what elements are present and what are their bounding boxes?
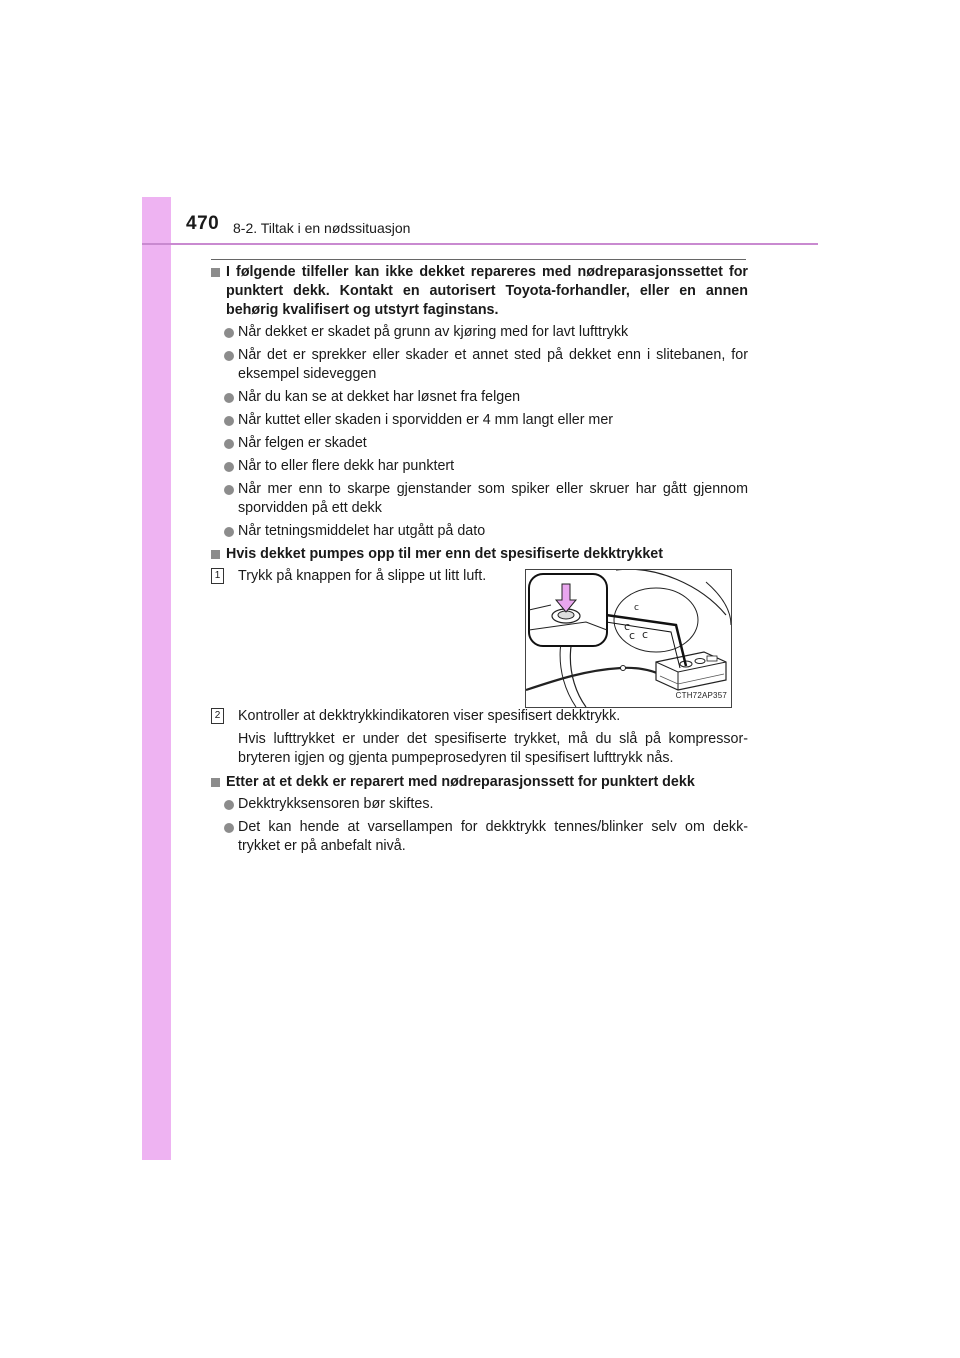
header-rule bbox=[142, 243, 818, 245]
bullet-icon bbox=[224, 416, 234, 426]
square-bullet-icon bbox=[211, 550, 220, 559]
step-2 bbox=[211, 707, 748, 726]
list-item: Det kan hende at varsellampen for dekktrykk tennes/blinker selv om dekk-trykket er på anbefalt nivå. bbox=[211, 818, 748, 856]
step-text: Trykk på knappen for å slippe ut litt luft. bbox=[238, 568, 487, 584]
bullet-icon bbox=[224, 485, 234, 495]
list-item: Når det er sprekker eller skader et annet sted på dekket enn i slitebanen, for eksempel sideveggen bbox=[211, 346, 748, 384]
section-heading-repair-exceptions bbox=[211, 263, 748, 320]
step-2-note: Hvis lufttrykket er under det spesifiserte trykket, må du slå på kompressor-bryteren igjen og gjenta pumpeprosedyren til spesifisert lufttrykk nås. bbox=[238, 731, 748, 766]
bullet-icon bbox=[224, 800, 234, 810]
figure-code: CTH72AP357 bbox=[675, 691, 727, 700]
compressor-illustration bbox=[525, 569, 732, 708]
square-bullet-icon bbox=[211, 268, 220, 277]
page-content bbox=[211, 263, 748, 860]
list-item: Når felgen er skadet bbox=[211, 434, 748, 453]
heading-text: Etter at et dekk er reparert med nødreparasjonssett for punktert dekk bbox=[226, 774, 695, 790]
list-item: Dekktrykksensoren bør skiftes. bbox=[211, 795, 748, 814]
svg-text:c: c bbox=[629, 629, 636, 642]
sidebar-tab bbox=[142, 197, 171, 1160]
bullet-icon bbox=[224, 328, 234, 338]
bullet-icon bbox=[224, 351, 234, 361]
svg-text:c: c bbox=[642, 628, 649, 641]
step-number-badge: 2 bbox=[211, 708, 224, 724]
list-item: Når tetningsmiddelet har utgått på dato bbox=[211, 522, 748, 541]
content-rule bbox=[211, 259, 746, 260]
page-number: 470 bbox=[186, 213, 220, 234]
heading-text: Hvis dekket pumpes opp til mer enn det spesifiserte dekktrykket bbox=[226, 546, 664, 562]
svg-text:c: c bbox=[624, 620, 631, 633]
bullet-icon bbox=[224, 527, 234, 537]
list-item: Når kuttet eller skaden i sporvidden er 4 mm langt eller mer bbox=[211, 411, 748, 430]
list-item: Når dekket er skadet på grunn av kjøring med for lavt lufttrykk bbox=[211, 323, 748, 342]
section-heading-after-repair bbox=[211, 773, 748, 792]
list-item: Når to eller flere dekk har punktert bbox=[211, 457, 748, 476]
section-heading-overinflated bbox=[211, 545, 748, 564]
list-item: Når du kan se at dekket har løsnet fra felgen bbox=[211, 388, 748, 407]
step-text: Kontroller at dekktrykkindikatoren viser spesifisert dekktrykk. bbox=[238, 708, 621, 724]
bullet-icon bbox=[224, 439, 234, 449]
step-number-badge: 1 bbox=[211, 568, 224, 584]
bullet-icon bbox=[224, 823, 234, 833]
svg-text:c: c bbox=[634, 603, 639, 613]
heading-text: I følgende tilfeller kan ikke dekket repareres med nødreparasjonssettet for punktert dekk. Kontakt en autorisert Toyota-forhandler, eller en annen behørig kvalifisert og utstyrt faginstans. bbox=[226, 264, 748, 318]
bullet-icon bbox=[224, 393, 234, 403]
square-bullet-icon bbox=[211, 778, 220, 787]
bullet-icon bbox=[224, 462, 234, 472]
step-1 bbox=[211, 567, 748, 707]
section-title: 8-2. Tiltak i en nødssituasjon bbox=[233, 220, 411, 236]
list-item: Når mer enn to skarpe gjenstander som spiker eller skruer har gått gjennom sporvidden på ett dekk bbox=[211, 480, 748, 518]
